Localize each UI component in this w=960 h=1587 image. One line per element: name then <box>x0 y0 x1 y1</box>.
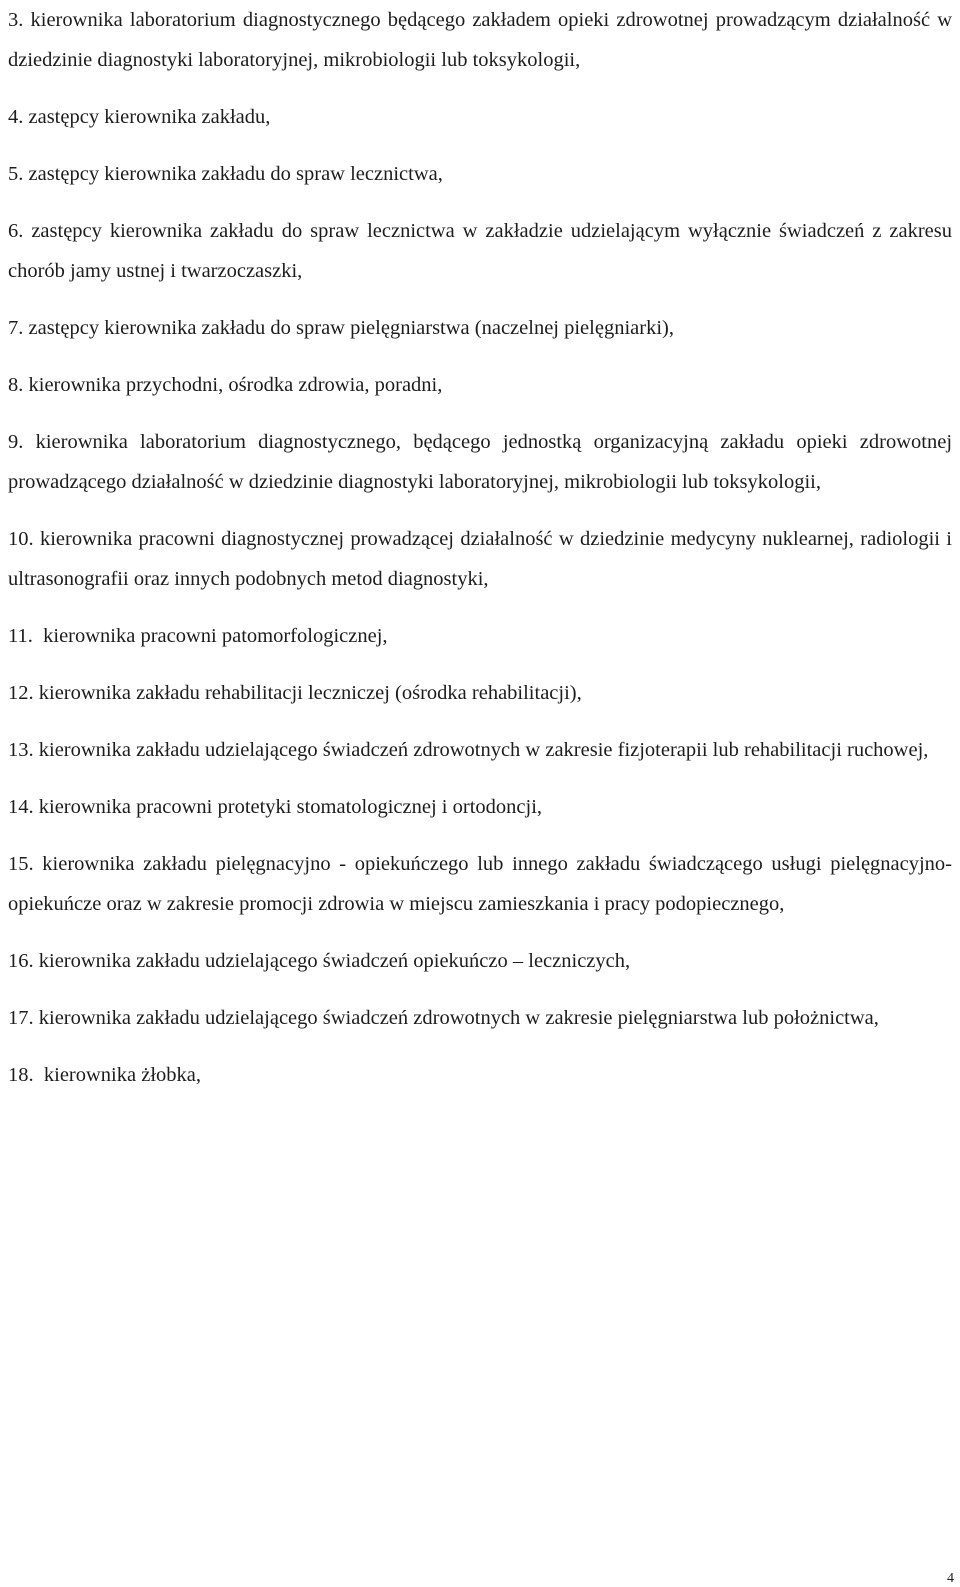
list-item-number: 8. <box>8 374 29 396</box>
list-item <box>8 0 952 80</box>
list-item-number: 6. <box>8 220 32 242</box>
list-item-text: kierownika pracowni patomorfologicznej, <box>43 625 388 647</box>
list-item <box>8 308 952 348</box>
list-item-number: 16. <box>8 950 39 972</box>
list-item-number: 10. <box>8 528 40 550</box>
list-item-number: 13. <box>8 739 39 761</box>
list-item-text: kierownika zakładu udzielającego świadczeń opiekuńczo – leczniczych, <box>38 950 631 972</box>
list-item-text: kierownika zakładu udzielającego świadczeń zdrowotnych w zakresie pielęgniarstwa lub położnictwa, <box>38 1007 879 1029</box>
position-list <box>8 0 952 1095</box>
list-item-text: kierownika żłobka, <box>43 1064 201 1086</box>
document-page <box>8 0 952 1585</box>
list-item-text: kierownika zakładu udzielającego świadczeń zdrowotnych w zakresie fizjoterapii lub rehabilitacji ruchowej, <box>38 739 929 761</box>
list-item <box>8 730 952 770</box>
list-item-text: zastępcy kierownika zakładu do spraw pielęgniarstwa (naczelnej pielęgniarki), <box>28 317 674 339</box>
list-item <box>8 998 952 1038</box>
list-item-number: 11. <box>8 625 44 647</box>
list-item <box>8 154 952 194</box>
list-item-number: 15. <box>8 853 43 875</box>
list-item <box>8 365 952 405</box>
page-number: 4 <box>947 1571 954 1586</box>
list-item-text: kierownika pracowni protetyki stomatologicznej i ortodoncji, <box>38 796 543 818</box>
list-item-number: 12. <box>8 682 39 704</box>
list-item <box>8 422 952 502</box>
list-item-text: zastępcy kierownika zakładu do spraw lecznictwa w zakładzie udzielającym wyłącznie świadczeń z zakresu chorób jamy ustnej i twarzoczaszki, <box>8 220 952 282</box>
list-item <box>8 1055 952 1095</box>
list-item-number: 4. <box>8 106 29 128</box>
list-item-number: 7. <box>8 317 29 339</box>
list-item <box>8 787 952 827</box>
list-item-text: kierownika laboratorium diagnostycznego, będącego jednostką organizacyjną zakładu opieki zdrowotnej prowadzącego działalność w dziedzinie diagnostyki laboratoryjnej, mikrobiologii lub toksykologii, <box>8 431 953 493</box>
list-item <box>8 844 952 924</box>
list-item-number: 17. <box>8 1007 39 1029</box>
list-item-number: 14. <box>8 796 39 818</box>
list-item-number: 3. <box>8 9 31 31</box>
list-item-text: kierownika zakładu rehabilitacji leczniczej (ośrodka rehabilitacji), <box>38 682 582 704</box>
list-item-text: kierownika zakładu pielęgnacyjno - opiekuńczego lub innego zakładu świadczącego usługi pielęgnacyjno- opiekuńcze oraz w zakresie promocji zdrowia w miejscu zamieszkania i pracy podopiecznego, <box>8 853 953 915</box>
list-item <box>8 941 952 981</box>
list-item-text: zastępcy kierownika zakładu do spraw lecznictwa, <box>28 163 443 185</box>
list-item <box>8 673 952 713</box>
list-item-number: 9. <box>8 431 36 453</box>
list-item-number: 5. <box>8 163 29 185</box>
list-item <box>8 519 952 599</box>
list-item-text: kierownika przychodni, ośrodka zdrowia, poradni, <box>28 374 443 396</box>
list-item-text: kierownika pracowni diagnostycznej prowadzącej działalność w dziedzinie medycyny nuklearnej, radiologii i ultrasonografii oraz innych podobnych metod diagnostyki, <box>8 528 953 590</box>
list-item-text: zastępcy kierownika zakładu, <box>28 106 271 128</box>
list-item <box>8 97 952 137</box>
list-item <box>8 211 952 291</box>
list-item-text: kierownika laboratorium diagnostycznego będącego zakładem opieki zdrowotnej prowadzącym działalność w dziedzinie diagnostyki laboratoryjnej, mikrobiologii lub toksykologii, <box>8 9 952 71</box>
list-item <box>8 616 952 656</box>
list-item-number: 18. <box>8 1064 44 1086</box>
